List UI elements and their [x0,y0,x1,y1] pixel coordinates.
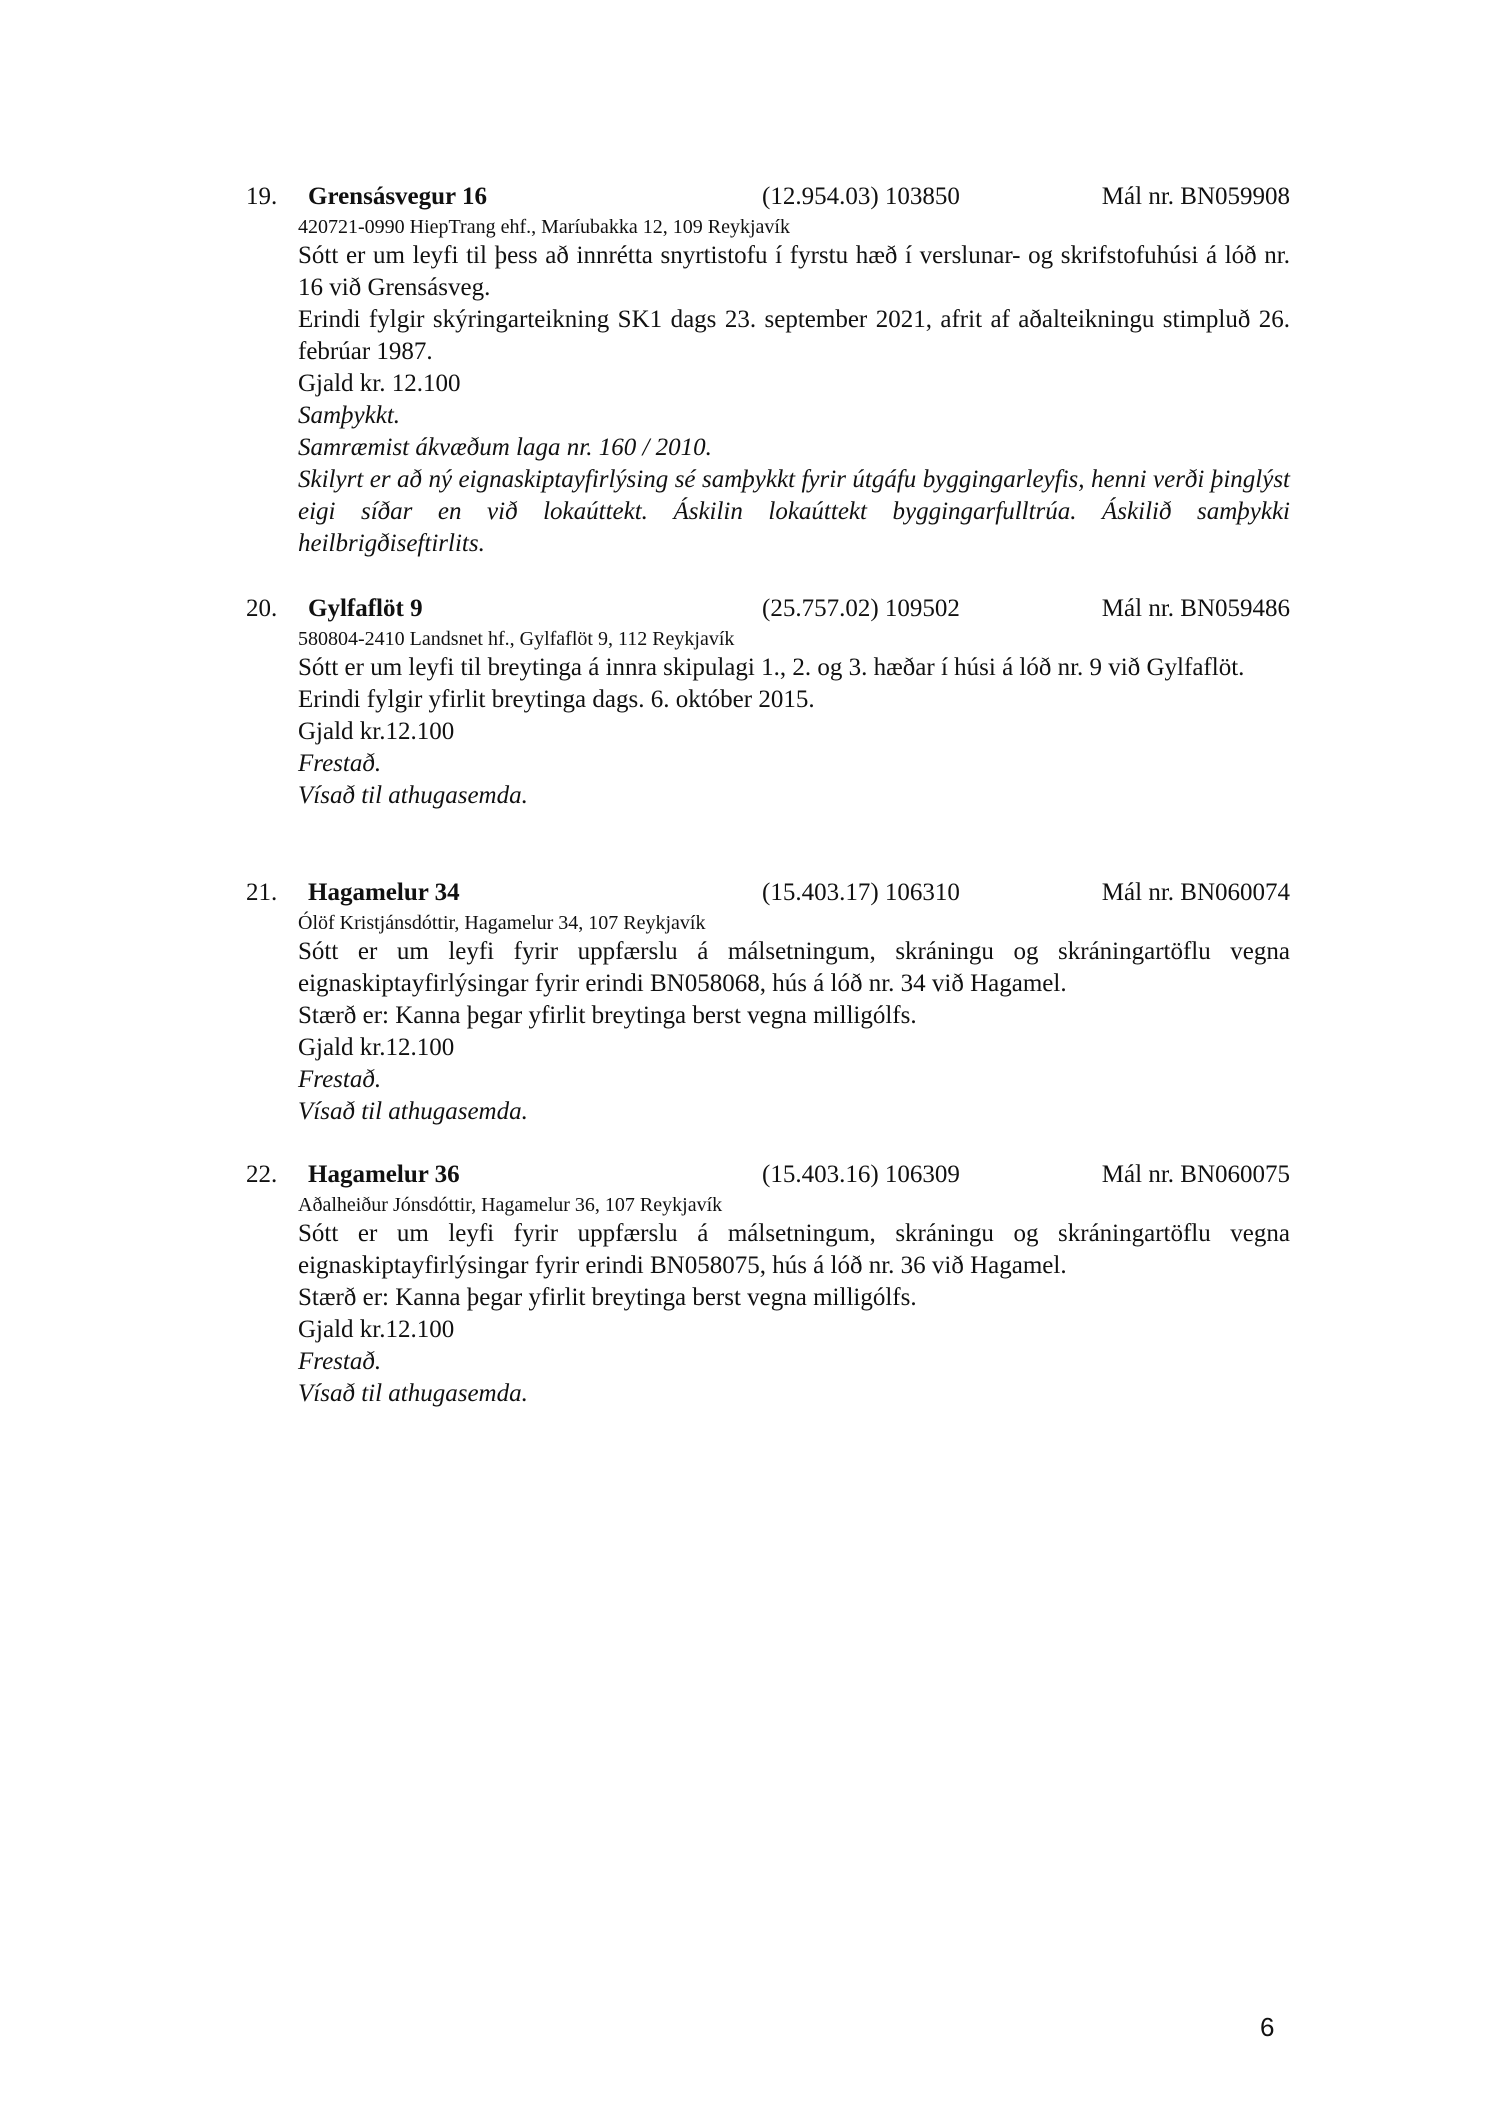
land-reference: (15.403.16) 106309 [762,1161,960,1188]
case-header [246,180,1290,214]
land-reference: (12.954.03) 103850 [762,183,960,210]
item-number: 22. [246,1161,278,1188]
case-item-20 [246,592,1290,812]
applicant: Aðalheiður Jónsdóttir, Hagamelur 36, 107 Reykjavík [298,1194,723,1216]
address-title: Hagamelur 36 [308,1161,460,1188]
decision: Frestað. [298,750,382,777]
case-number: Mál nr. BN059908 [1101,183,1290,210]
case-header [246,876,1290,910]
case-body [298,1192,1290,1410]
description: Sótt er um leyfi til þess að innrétta snyrtistofu í fyrstu hæð í verslunar- og skrifstofuhúsi á lóð nr. 16 við Grensásveg. [298,242,1290,301]
case-item-22 [246,1158,1290,1410]
note: Vísað til athugasemda. [298,1380,528,1407]
size-note: Stærð er: Kanna þegar yfirlit breytinga berst vegna milligólfs. [298,1002,917,1029]
case-number: Mál nr. BN060075 [1101,1161,1290,1188]
fee: Gjald kr. 12.100 [298,370,461,397]
fee: Gjald kr.12.100 [298,1034,455,1061]
land-reference: (25.757.02) 109502 [762,595,960,622]
applicant: 580804-2410 Landsnet hf., Gylfaflöt 9, 112 Reykjavík [298,628,735,650]
address-title: Hagamelur 34 [308,879,460,906]
item-number: 20. [246,595,278,622]
note: Vísað til athugasemda. [298,782,528,809]
fee: Gjald kr.12.100 [298,718,455,745]
case-number: Mál nr. BN060074 [1101,879,1290,906]
case-item-19 [246,180,1290,560]
item-number: 21. [246,879,278,906]
law-compliance: Samræmist ákvæðum laga nr. 160 / 2010. [298,434,712,461]
description: Sótt er um leyfi til breytinga á innra skipulagi 1., 2. og 3. hæðar í húsi á lóð nr. 9 við Gylfaflöt. [298,654,1245,681]
case-item-21 [246,876,1290,1128]
decision: Frestað. [298,1348,382,1375]
land-reference: (15.403.17) 106310 [762,879,960,906]
address-title: Grensásvegur 16 [308,183,487,210]
case-header [246,592,1290,626]
note: Vísað til athugasemda. [298,1098,528,1125]
case-body [298,214,1290,560]
case-body [298,910,1290,1128]
page-number: 6 [1260,2012,1275,2042]
address-title: Gylfaflöt 9 [308,595,423,622]
fee: Gjald kr.12.100 [298,1316,455,1343]
applicant: Ólöf Kristjánsdóttir, Hagamelur 34, 107 Reykjavík [298,912,706,934]
case-header [246,1158,1290,1192]
conditions: Skilyrt er að ný eignaskiptayfirlýsing sé samþykkt fyrir útgáfu byggingarleyfis, henni verði þinglýst eigi síðar en við lokaúttekt. Áskilin lokaúttekt byggingarfulltrúa. Áskilið samþykki heilbrigðiseftirlits. [298,466,1290,557]
description: Sótt er um leyfi fyrir uppfærslu á málsetningum, skráningu og skráningartöflu vegna eignaskiptayfirlýsingar fyrir erindi BN058068, hús á lóð nr. 34 við Hagamel. [298,938,1290,997]
case-body [298,626,1290,812]
attachments: Erindi fylgir yfirlit breytinga dags. 6. október 2015. [298,686,815,713]
item-number: 19. [246,183,278,210]
applicant: 420721-0990 HiepTrang ehf., Maríubakka 12, 109 Reykjavík [298,216,790,238]
description: Sótt er um leyfi fyrir uppfærslu á málsetningum, skráningu og skráningartöflu vegna eignaskiptayfirlýsingar fyrir erindi BN058075, hús á lóð nr. 36 við Hagamel. [298,1220,1290,1279]
decision: Samþykkt. [298,402,401,429]
decision: Frestað. [298,1066,382,1093]
case-number: Mál nr. BN059486 [1101,595,1290,622]
attachments: Erindi fylgir skýringarteikning SK1 dags 23. september 2021, afrit af aðalteikningu stimpluð 26. febrúar 1987. [298,306,1290,365]
size-note: Stærð er: Kanna þegar yfirlit breytinga berst vegna milligólfs. [298,1284,917,1311]
